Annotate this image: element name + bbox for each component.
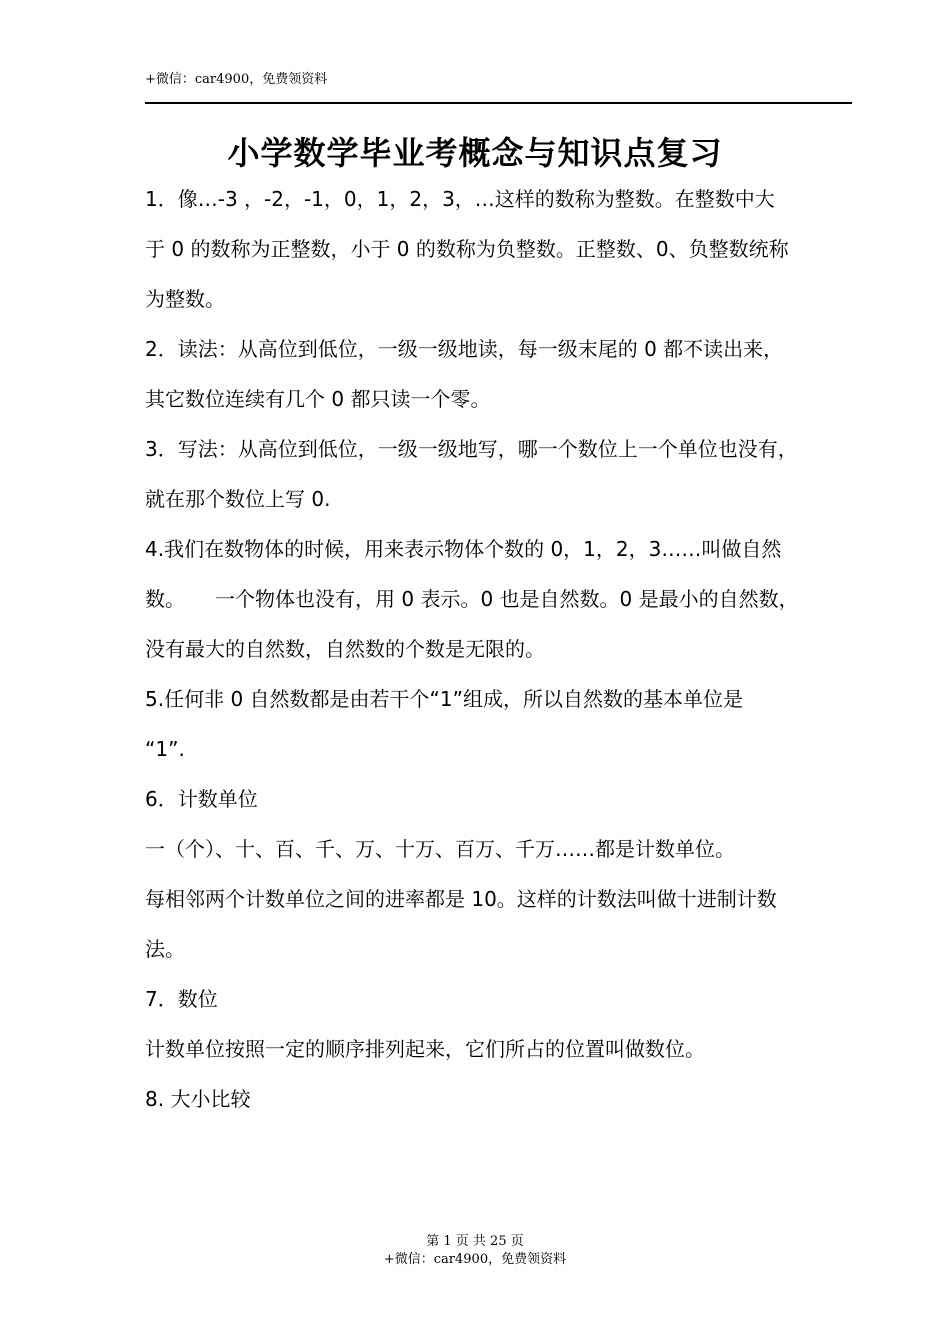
footer-page-number: 第 1 页 共 25 页 bbox=[426, 1234, 524, 1249]
text-line: 其它数位连续有几个 0 都只读一个零。 bbox=[145, 387, 491, 411]
text-line: 于 0 的数称为正整数，小于 0 的数称为负整数。正整数、0、负整数统称 bbox=[145, 237, 789, 261]
text-line: 5.任何非 0 自然数都是由若干个“1”组成，所以自然数的基本单位是 bbox=[145, 687, 743, 711]
section-heading: 8. 大小比较 bbox=[145, 1087, 251, 1111]
section-heading: 6．计数单位 bbox=[145, 787, 258, 811]
text-line: 1．像…-3 ，-2，-1，0，1，2，3，…这样的数称为整数。在整数中大 bbox=[145, 187, 775, 211]
text-line: 为整数。 bbox=[145, 287, 225, 311]
text-line: 3．写法：从高位到低位，一级一级地写，哪一个数位上一个单位也没有， bbox=[145, 437, 798, 461]
text-line: 4.我们在数物体的时候，用来表示物体个数的 0，1，2，3……叫做自然 bbox=[145, 537, 782, 561]
document-body bbox=[145, 183, 875, 1133]
text-line: 一（个）、十、百、千、万、十万、百万、千万……都是计数单位。 bbox=[145, 837, 735, 861]
page-title: 小学数学毕业考概念与知识点复习 bbox=[227, 134, 723, 172]
text-line: 就在那个数位上写 0. bbox=[145, 487, 331, 511]
text-line: 没有最大的自然数，自然数的个数是无限的。 bbox=[145, 637, 545, 661]
text-line: 2．读法：从高位到低位，一级一级地读，每一级末尾的 0 都不读出来， bbox=[145, 337, 784, 361]
text-line: 数。 一个物体也没有，用 0 表示。0 也是自然数。0 是最小的自然数， bbox=[145, 587, 799, 611]
footer-note: +微信：car4900，免费领资料 bbox=[383, 1252, 567, 1267]
text-line: “1”. bbox=[145, 737, 185, 761]
text-line: 法。 bbox=[145, 937, 185, 961]
header-divider bbox=[145, 102, 852, 104]
section-heading: 7．数位 bbox=[145, 987, 218, 1011]
text-line: 计数单位按照一定的顺序排列起来，它们所占的位置叫做数位。 bbox=[145, 1037, 705, 1061]
text-line: 每相邻两个计数单位之间的进率都是 10。这样的计数法叫做十进制计数 bbox=[145, 887, 777, 911]
header-note: +微信：car4900，免费领资料 bbox=[145, 72, 328, 87]
